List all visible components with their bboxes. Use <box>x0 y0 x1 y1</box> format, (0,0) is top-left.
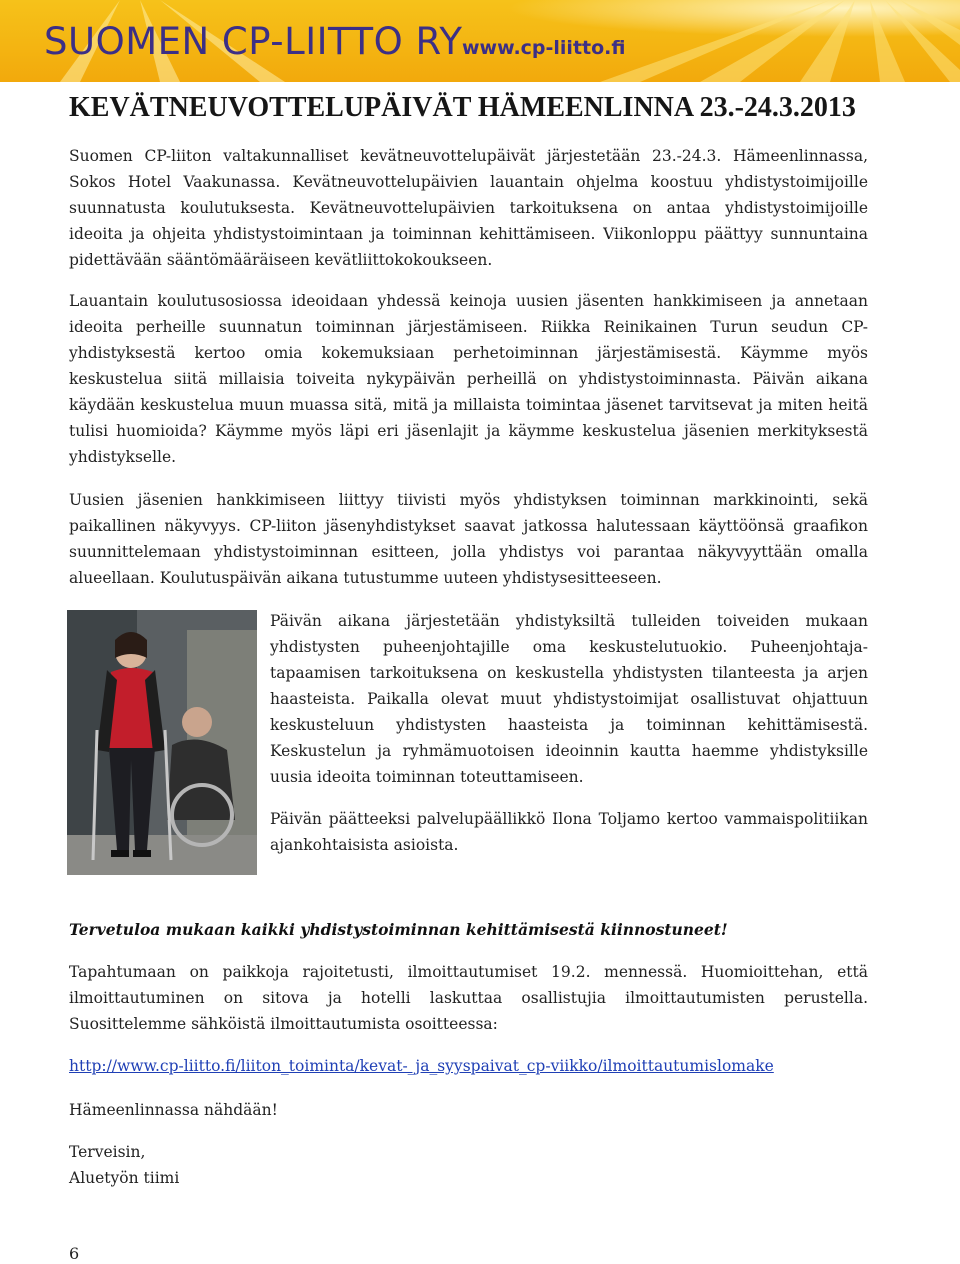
website-address: www.cp-liitto.fi <box>462 37 626 59</box>
header-banner <box>0 0 960 82</box>
signoff-greeting: Terveisin, <box>69 1143 146 1161</box>
registration-link[interactable]: http://www.cp-liitto.fi/liiton_toiminta/kevat-_ja_syyspaivat_cp-viikko/ilmoittautumislomake <box>69 1057 774 1075</box>
signoff-team: Aluetyön tiimi <box>69 1169 180 1187</box>
closing-line: Hämeenlinnassa nähdään! <box>69 1101 278 1119</box>
welcome-callout: Tervetuloa mukaan kaikki yhdistystoiminnan kehittämisestä kiinnostuneet! <box>69 920 728 939</box>
page-title: KEVÄTNEUVOTTELUPÄIVÄT HÄMEENLINNA 23.-24.3.2013 <box>69 92 856 123</box>
event-photo <box>67 610 257 875</box>
page-number: 6 <box>69 1244 80 1263</box>
brand-name: SUOMEN CP-LIITTO RY <box>44 20 463 63</box>
paragraph-registration: Tapahtumaan on paikkoja rajoitetusti, ilmoittautumiset 19.2. mennessä. Huomioittehan, että ilmoittautuminen on sitova ja hotelli laskuttaa osallistujia ilmoittautumisten perustella. Suosittelemme sähköistä ilmoittautumista osoitteessa: <box>69 963 868 1033</box>
paragraph-members: Uusien jäsenien hankkimiseen liittyy tiivisti myös yhdistyksen toiminnan markkinointi, sekä paikallinen näkyvyys. CP-liiton jäsenyhdistykset saavat jatkossa halutessaan käyttöönsä graafikon suunnittelemaan yhdistystoiminnan esitteen, jolla yhdistys voi parantaa näkyvyyttään omalla alueellaan. Koulutuspäivän aikana tutustumme uuteen yhdistysesitteeseen. <box>69 491 868 587</box>
paragraph-closing-talk: Päivän päätteeksi palvelupäällikkö Ilona Toljamo kertoo vammaispolitiikan ajankohtaisista asioista. <box>270 810 868 854</box>
paragraph-training: Lauantain koulutusosiossa ideoidaan yhdessä keinoja uusien jäsenten hankkimiseen ja annetaan ideoita perheille suunnatun toiminnan järjestämiseen. Riikka Reinikainen Turun seudun CP-yhdistyksestä kertoo omia kokemuksiaan perhetoiminnan järjestämisestä. Käymme myös keskustelua siitä millaisia toiveita nykypäivän perheillä on yhdistystoiminnasta. Päivän aikana käydään keskustelua muun muassa sitä, mitä ja millaista toimintaa jäsenet tarvitsevat ja miten heitä tulisi huomioida? Käymme myös läpi eri jäsenlajit ja käymme keskustelua jäsenien merkityksestä yhdistykselle. <box>69 292 868 466</box>
paragraph-intro: Suomen CP-liiton valtakunnalliset kevätneuvottelupäivät järjestetään 23.-24.3. Hämeenlinnassa, Sokos Hotel Vaakunassa. Kevätneuvottelupäivien lauantain ohjelma koostuu yhdistystoimijoille suunnatusta koulutuksesta. Kevätneuvottelupäivien tarkoituksena on antaa yhdistystoimijoille ideoita ja ohjeita yhdistystoimintaan ja toiminnan kehittämiseen. Viikonloppu päättyy sunnuntaina pidettävään sääntömääräiseen kevätliittokokoukseen. <box>69 147 868 269</box>
paragraph-chairs: Päivän aikana järjestetään yhdistyksiltä tulleiden toiveiden mukaan yhdistysten puheenjohtajille oma keskustelutuokio. Puheenjohtaja-tapaamisen tarkoituksena on keskustella yhdistysten tilanteesta ja arjen haasteista. Paikalla olevat muut yhdistystoimijat osallistuvat ohjattuun keskusteluun yhdistysten haasteista ja toiminnan kehittämisestä. Keskustelun ja ryhmämuotoisen ideoinnin kautta haemme yhdistyksille uusia ideoita toiminnan toteuttamiseen. <box>270 612 868 786</box>
